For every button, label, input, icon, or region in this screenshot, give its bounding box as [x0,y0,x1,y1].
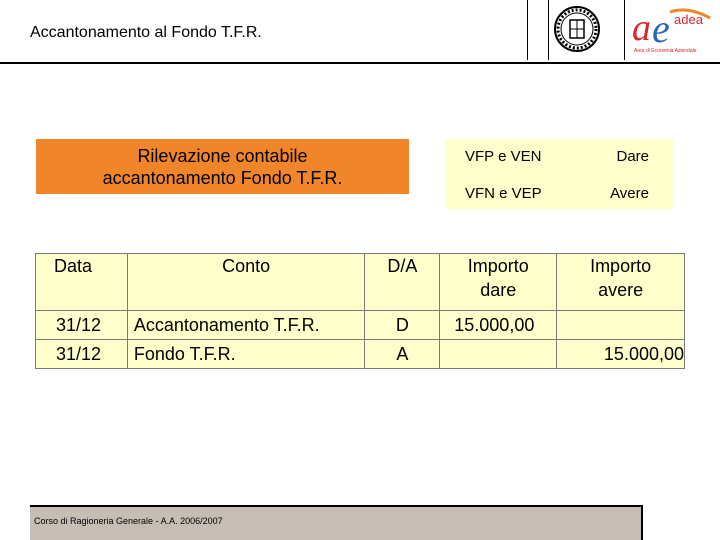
cell-da: A [365,340,440,369]
legend-side: Avere [610,185,649,202]
svg-text:e: e [652,6,670,51]
highlight-line-2: accantonamento Fondo T.F.R. [102,168,343,188]
header-divider [527,0,528,60]
cell-importo-dare [440,340,557,369]
header-conto: Conto [127,254,365,311]
footer [30,505,643,540]
legend-side: Dare [616,148,649,165]
header-importo-avere-line1: Importo [590,256,652,276]
slide-title: Accantonamento al Fondo T.F.R. [30,24,262,41]
header-importo-dare-line1: Importo [467,256,529,276]
header-data: Data [36,254,128,311]
header-da: D/A [365,254,440,311]
legend-label: VFN e VEP [465,185,542,202]
cell-data: 31/12 [36,340,128,369]
legend-label: VFP e VEN [465,148,542,165]
svg-text:adea: adea [674,12,703,27]
header-importo-avere-line2: avere [598,280,644,300]
cell-conto: Accantonamento T.F.R. [127,311,365,340]
highlight-line-1: Rilevazione contabile [137,146,308,166]
table-row [36,311,685,340]
cell-data: 31/12 [36,311,128,340]
dare-avere-legend [445,139,673,209]
university-seal-icon [553,5,601,53]
svg-text:a: a [632,7,651,49]
cell-conto: Fondo T.F.R. [127,340,365,369]
journal-entry-table [35,253,685,369]
table-header-row [36,254,685,311]
table-row [36,340,685,369]
slide-header [0,0,720,64]
cell-importo-avere: 15.000,00 [557,340,685,369]
header-divider [624,0,625,60]
cell-importo-avere [557,311,685,340]
cell-da: D [365,311,440,340]
adea-logo-icon [630,6,714,56]
svg-text:Area di Economia Aziendale: Area di Economia Aziendale [634,48,697,54]
topic-highlight-box [36,139,409,194]
footer-course-label: Corso di Ragioneria Generale - A.A. 2006/2007 [34,516,223,526]
cell-importo-dare: 15.000,00 [440,311,557,340]
header-divider [548,0,549,60]
header-importo-dare [440,254,557,311]
header-importo-dare-line2: dare [480,280,517,300]
adea-logo [630,6,714,56]
header-importo-avere [557,254,685,311]
